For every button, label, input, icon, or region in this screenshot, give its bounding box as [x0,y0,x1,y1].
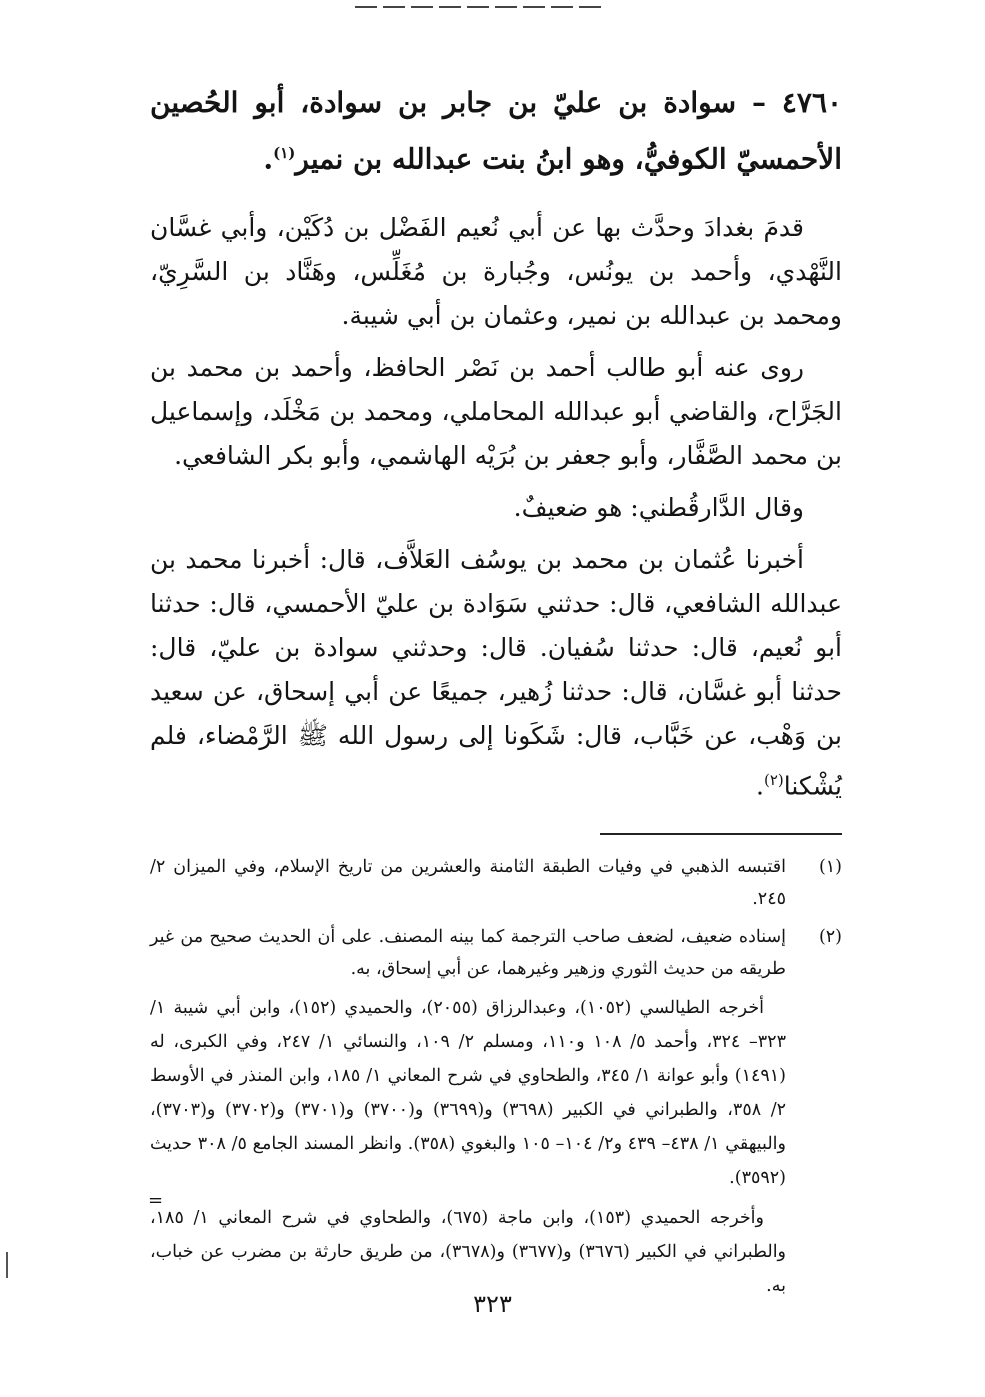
footnote-2-takhrij: أخرجه الطيالسي (١٠٥٢)، وعبدالرزاق (٢٠٥٥)، والحميدي (١٥٢)، وابن أبي شيبة ١/ ٣٢٣– ٣٢٤، وأحمد ٥/ ١٠٨ و١١٠، ومسلم ٢/ ١٠٩، والنسائي ١/ ٢٤٧، وفي الكبرى، له (١٤٩١) وأبو عوانة ١/ ٣٤٥، والطحاوي في شرح المعاني ١/ ١٨٥، وابن المنذر في الأوسط ٢/ ٣٥٨، والطبراني في الكبير (٣٦٩٨) و(٣٦٩٩) و(٣٧٠٠) و(٣٧٠١) و(٣٧٠٢) و(٣٧٠٣)، والبيهقي ١/ ٤٣٨– ٤٣٩ و٢/ ١٠٤– ١٠٥ والبغوي (٣٥٨). وانظر المسند الجامع ٥/ ٣٠٨ حديث (٣٥٩٢). [150,997,787,1188]
footnote-1 [150,851,842,915]
page-body [150,70,842,1309]
paragraph-hadith [150,538,842,808]
footnote-number: (٢) [818,926,842,947]
footnote-text: إسناده ضعيف، لضعف صاحب الترجمة كما بينه المصنف. على أن الحديث صحيح من غير طريقه من حديث الثوري وزهير وغيرهما، عن أبي إسحاق، به. [150,926,786,979]
top-header-rule [355,6,605,8]
paragraph-students: روى عنه أبو طالب أحمد بن نَصْر الحافظ، وأحمد بن محمد بن الجَرَّاح، والقاضي أبو عبدالله المحاملي، ومحمد بن مَخْلَد، وإسماعيل بن محمد الصَّفَّار، وأبو جعفر بن بُرَيْه الهاشمي، وأبو بكر الشافعي. [150,353,842,471]
footnote-2-takhrij-second: وأخرجه الحميدي (١٥٣)، وابن ماجة (٦٧٥)، والطحاوي في شرح المعاني ١/ ١٨٥، والطبراني في الكبير (٣٦٧٦) و(٣٦٧٧) و(٣٦٧٨)، من طريق حارثة بن مضرب عن خباب، به. [150,1207,787,1296]
paragraph-teachers: قدمَ بغدادَ وحدَّث بها عن أبي نُعيم الفَضْل بن دُكَيْن، وأبي غسَّان النَّهْدي، وأحمد بن يونُس، وجُبارة بن مُغَلِّس، وهَنَّاد بن السَّرِيّ، ومحمد بن عبدالله بن نمير، وعثمان بن أبي شيبة. [150,213,842,331]
footnote-separator [600,833,842,835]
continuation-mark: = [148,1190,164,1211]
footnote-ref-2[interactable]: (٢) [763,771,784,790]
footnote-number: (١) [818,856,842,877]
hadith-end: . [756,771,764,801]
footnote-2 [150,921,842,985]
footnote-text: اقتبسه الذهبي في وفيات الطبقة الثامنة والعشرين من تاريخ الإسلام، وفي الميزان ٢/ ٢٤٥. [150,856,786,909]
hadith-text: أخبرنا عُثمان بن محمد بن يوسُف العَلاَّف، قال: أخبرنا محمد بن عبدالله الشافعي، قال: حدثني سَوَادة بن عليّ الأحمسي، قال: حدثنا أبو نُعيم، قال: حدثنا سُفيان. قال: وحدثني سوادة بن عليّ، قال: حدثنا أبو غسَّان، قال: حدثنا زُهير، جميعًا عن أبي إسحاق، عن سعيد بن وَهْب، عن خَبَّاب، قال: شَكَونا إلى رسول الله ﷺ الرَّمْضاء، فلم يُشْكنا [150,545,842,801]
paragraph-daraqutni: وقال الدَّارقُطني: هو ضعيفٌ. [513,493,804,523]
margin-mark [6,1252,8,1278]
entry-heading-end: . [263,142,274,176]
footnote-ref-1[interactable]: (١) [273,144,296,162]
entry-heading-text: ٤٧٦٠ – سوادة بن عليّ بن جابر بن سوادة، أبو الحُصين الأحمسيّ الكوفيُّ، وهو ابنُ بنت عبدالله بن نمير [150,86,843,176]
entry-heading [150,78,842,184]
page-number: ٣٢٣ [473,1290,512,1318]
